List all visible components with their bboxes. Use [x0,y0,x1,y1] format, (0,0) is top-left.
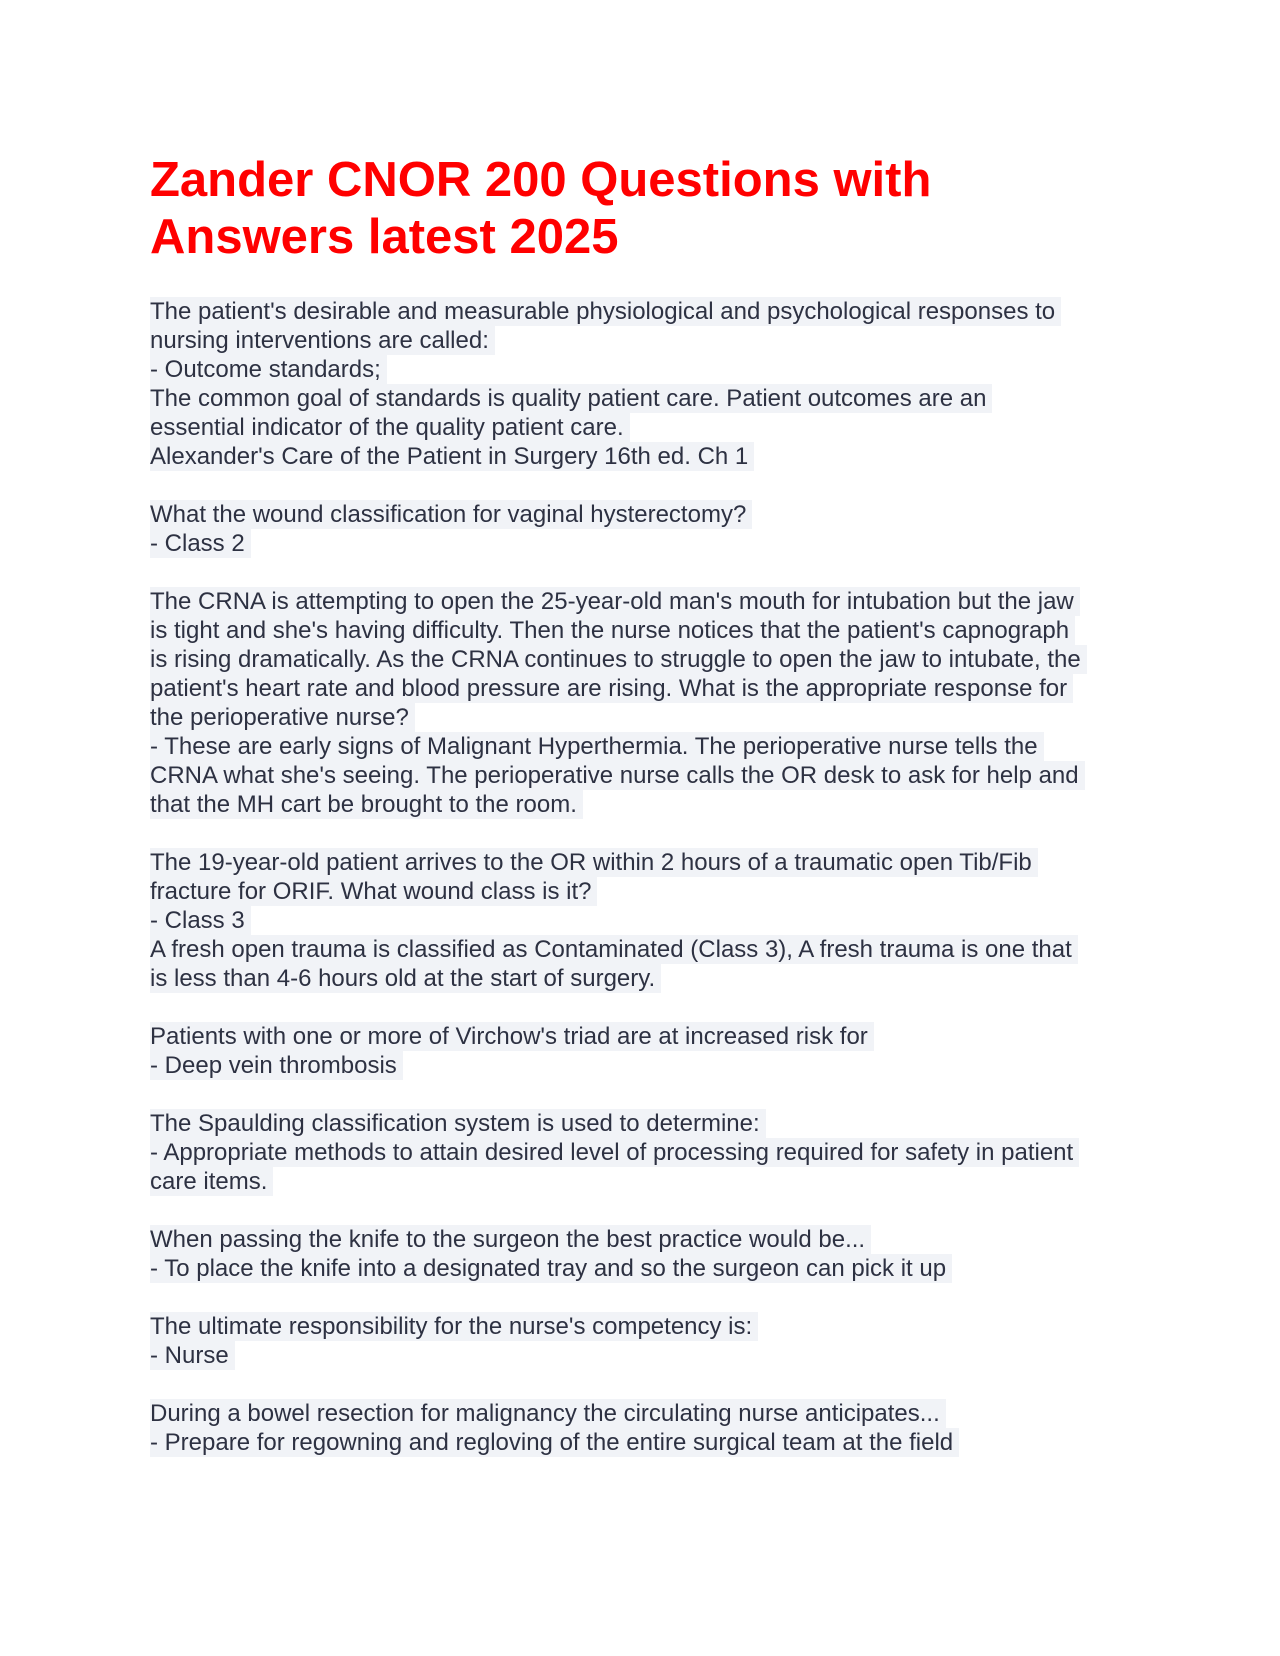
qa-line: patient's heart rate and blood pressure are rising. What is the appropriate response for [150,674,1073,703]
qa-block [150,848,1140,993]
qa-line: care items. [150,1167,273,1196]
qa-line: - Outcome standards; [150,355,387,384]
qa-line: - To place the knife into a designated tray and so the surgeon can pick it up [150,1254,952,1283]
qa-line: The CRNA is attempting to open the 25-year-old man's mouth for intubation but the jaw [150,587,1080,616]
qa-line: that the MH cart be brought to the room. [150,790,583,819]
qa-line: The patient's desirable and measurable physiological and psychological responses to [150,297,1061,326]
qa-block [150,1225,1140,1283]
qa-line: What the wound classification for vaginal hysterectomy? [150,500,752,529]
qa-line: The ultimate responsibility for the nurse's competency is: [150,1312,758,1341]
title-line: Answers latest 2025 [150,210,619,264]
qa-line: - Nurse [150,1341,235,1370]
title-line: Zander CNOR 200 Questions with [150,153,932,207]
qa-line: - Deep vein thrombosis [150,1051,403,1080]
qa-block [150,1109,1140,1196]
qa-line: - These are early signs of Malignant Hyperthermia. The perioperative nurse tells the [150,732,1044,761]
qa-line: The common goal of standards is quality patient care. Patient outcomes are an [150,384,992,413]
qa-block [150,1399,1140,1457]
qa-line: is tight and she's having difficulty. Then the nurse notices that the patient's capnograph [150,616,1075,645]
qa-line: A fresh open trauma is classified as Contaminated (Class 3), A fresh trauma is one that [150,935,1078,964]
qa-line: During a bowel resection for malignancy the circulating nurse anticipates... [150,1399,946,1428]
qa-line: fracture for ORIF. What wound class is it? [150,877,597,906]
qa-line: nursing interventions are called: [150,326,495,355]
qa-line: essential indicator of the quality patient care. [150,413,630,442]
qa-line: Alexander's Care of the Patient in Surgery 16th ed. Ch 1 [150,442,754,471]
qa-line: is less than 4-6 hours old at the start of surgery. [150,964,661,993]
qa-line: - Prepare for regowning and regloving of the entire surgical team at the field [150,1428,959,1457]
qa-block [150,297,1140,471]
qa-block [150,500,1140,558]
qa-block [150,1022,1140,1080]
qa-line: - Class 3 [150,906,251,935]
qa-list [150,297,1140,1457]
qa-line: The 19-year-old patient arrives to the OR within 2 hours of a traumatic open Tib/Fib [150,848,1038,877]
qa-line: the perioperative nurse? [150,703,415,732]
qa-line: When passing the knife to the surgeon the best practice would be... [150,1225,871,1254]
document-title [150,152,1140,266]
qa-line: The Spaulding classification system is used to determine: [150,1109,766,1138]
qa-block [150,587,1140,819]
qa-line: - Appropriate methods to attain desired level of processing required for safety in patient [150,1138,1079,1167]
document-content [150,152,1140,1486]
qa-line: is rising dramatically. As the CRNA continues to struggle to open the jaw to intubate, the [150,645,1087,674]
qa-block [150,1312,1140,1370]
qa-line: - Class 2 [150,529,251,558]
qa-line: CRNA what she's seeing. The perioperative nurse calls the OR desk to ask for help and [150,761,1085,790]
qa-line: Patients with one or more of Virchow's triad are at increased risk for [150,1022,874,1051]
